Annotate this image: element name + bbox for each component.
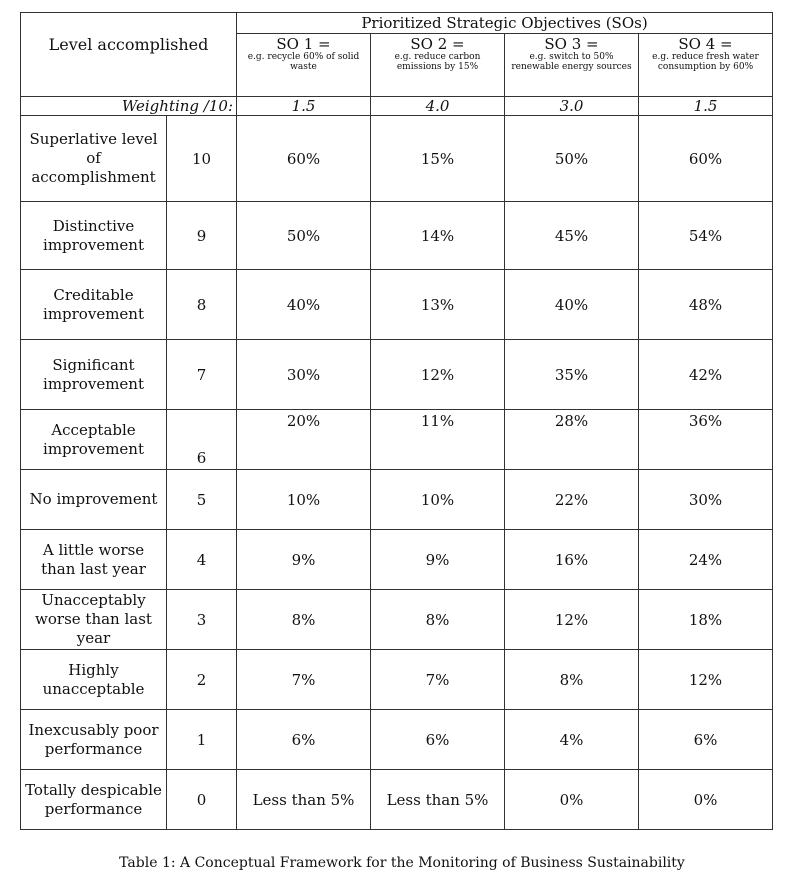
so-3-weight: 3.0 — [505, 97, 639, 116]
header-row-1 — [21, 13, 773, 34]
so-1-name: SO 1 = — [276, 35, 331, 53]
so-4-value: 60% — [639, 116, 773, 202]
so-3-header — [505, 34, 639, 97]
level-label: A little worse than last year — [21, 530, 167, 590]
level-label: Superlative level of accomplishment — [21, 116, 167, 202]
level-label: Acceptable improvement — [21, 410, 167, 470]
so-2-value: 14% — [371, 202, 505, 270]
so-1-value: 30% — [237, 340, 371, 410]
so-3-value: 50% — [505, 116, 639, 202]
so-2-value: 12% — [371, 340, 505, 410]
so-1-value: 60% — [237, 116, 371, 202]
so-4-name: SO 4 = — [678, 35, 733, 53]
so-2-value: 7% — [371, 650, 505, 710]
so-1-value: 9% — [237, 530, 371, 590]
level-label: Unacceptably worse than last year — [21, 590, 167, 650]
so-3-value: 35% — [505, 340, 639, 410]
so-1-header — [237, 34, 371, 97]
table-row — [21, 530, 773, 590]
so-4-value: 54% — [639, 202, 773, 270]
so-3-name: SO 3 = — [544, 35, 599, 53]
table-caption: Table 1: A Conceptual Framework for the Monitoring of Business Sustainability — [119, 855, 685, 871]
so-4-description: e.g. reduce fresh water consumption by 60% — [652, 52, 759, 72]
so-4-value: 36% — [639, 410, 773, 470]
level-label: No improvement — [21, 470, 167, 530]
so-1-value: 7% — [237, 650, 371, 710]
table-row — [21, 116, 773, 202]
level-score: 2 — [167, 650, 237, 710]
level-label: Inexcusably poor performance — [21, 710, 167, 770]
so-4-header — [639, 34, 773, 97]
table-row — [21, 590, 773, 650]
table-row — [21, 410, 773, 470]
so-group-title: Prioritized Strategic Objectives (SOs) — [237, 13, 773, 34]
so-2-weight: 4.0 — [371, 97, 505, 116]
level-score: 5 — [167, 470, 237, 530]
so-2-value: 8% — [371, 590, 505, 650]
so-2-value: 15% — [371, 116, 505, 202]
framework-table-container — [20, 12, 772, 830]
level-score: 0 — [167, 770, 237, 830]
level-label: Creditable improvement — [21, 270, 167, 340]
so-3-description: e.g. switch to 50% renewable energy sources — [511, 52, 632, 72]
so-1-description: e.g. recycle 60% of solid waste — [247, 52, 360, 72]
so-4-value: 30% — [639, 470, 773, 530]
so-2-value: Less than 5% — [371, 770, 505, 830]
level-score: 10 — [167, 116, 237, 202]
weighting-row — [21, 97, 773, 116]
weighting-label: Weighting /10: — [21, 97, 237, 116]
so-2-value: 6% — [371, 710, 505, 770]
table-row — [21, 270, 773, 340]
table-row — [21, 202, 773, 270]
so-3-value: 8% — [505, 650, 639, 710]
so-1-value: Less than 5% — [237, 770, 371, 830]
so-4-value: 12% — [639, 650, 773, 710]
so-4-value: 42% — [639, 340, 773, 410]
level-label: Highly unacceptable — [21, 650, 167, 710]
so-1-value: 50% — [237, 202, 371, 270]
table-row — [21, 710, 773, 770]
framework-table — [20, 12, 773, 830]
so-4-weight: 1.5 — [639, 97, 773, 116]
level-score: 6 — [167, 410, 237, 470]
so-3-value: 0% — [505, 770, 639, 830]
so-3-value: 4% — [505, 710, 639, 770]
so-3-value: 45% — [505, 202, 639, 270]
so-2-value: 10% — [371, 470, 505, 530]
level-label: Significant improvement — [21, 340, 167, 410]
so-2-value: 11% — [371, 410, 505, 470]
so-3-value: 40% — [505, 270, 639, 340]
table-row — [21, 650, 773, 710]
table-row — [21, 770, 773, 830]
so-2-description: e.g. reduce carbon emissions by 15% — [394, 52, 481, 72]
so-1-value: 10% — [237, 470, 371, 530]
so-4-value: 18% — [639, 590, 773, 650]
so-3-value: 22% — [505, 470, 639, 530]
so-3-value: 16% — [505, 530, 639, 590]
level-label: Totally despicable performance — [21, 770, 167, 830]
so-2-value: 13% — [371, 270, 505, 340]
table-row — [21, 470, 773, 530]
so-4-value: 6% — [639, 710, 773, 770]
so-3-value: 28% — [505, 410, 639, 470]
so-1-weight: 1.5 — [237, 97, 371, 116]
level-score: 9 — [167, 202, 237, 270]
so-4-value: 48% — [639, 270, 773, 340]
level-accomplished-header: Level accomplished — [21, 13, 237, 97]
so-2-name: SO 2 = — [410, 35, 465, 53]
level-score: 7 — [167, 340, 237, 410]
so-1-value: 8% — [237, 590, 371, 650]
so-2-value: 9% — [371, 530, 505, 590]
table-row — [21, 340, 773, 410]
so-2-header — [371, 34, 505, 97]
level-score: 3 — [167, 590, 237, 650]
so-4-value: 0% — [639, 770, 773, 830]
level-label: Distinctive improvement — [21, 202, 167, 270]
level-score: 4 — [167, 530, 237, 590]
so-1-value: 6% — [237, 710, 371, 770]
so-1-value: 20% — [237, 410, 371, 470]
so-4-value: 24% — [639, 530, 773, 590]
so-3-value: 12% — [505, 590, 639, 650]
so-1-value: 40% — [237, 270, 371, 340]
level-score: 1 — [167, 710, 237, 770]
level-score: 8 — [167, 270, 237, 340]
